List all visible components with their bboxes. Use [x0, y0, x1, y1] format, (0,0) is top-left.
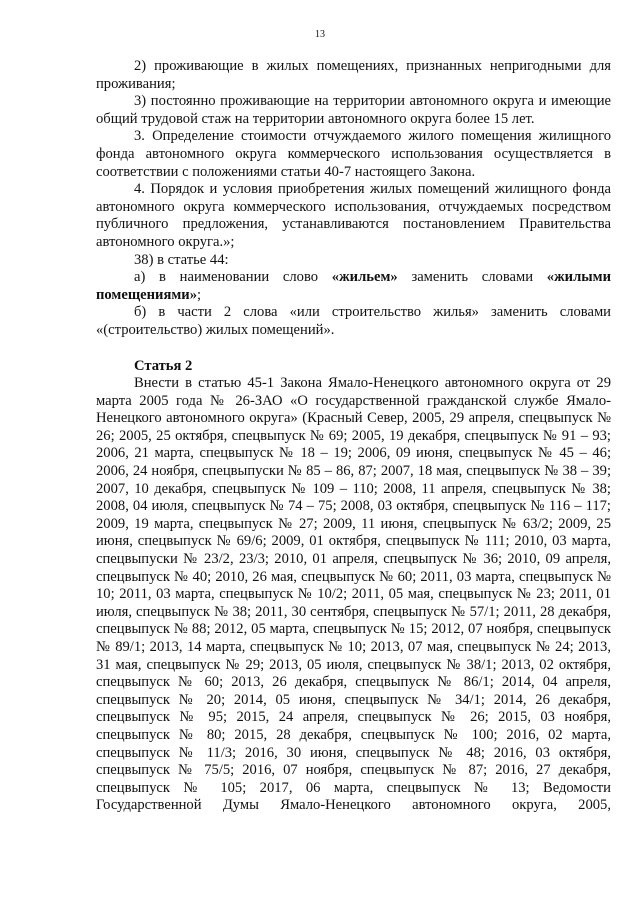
paragraph-clause-38: 38) в статье 44:: [134, 251, 229, 268]
paragraph-subclause-a: [96, 269, 611, 304]
paragraph-part-3: 3. Определение стоимости отчуждаемого жилого помещения жилищного фонда автономного округа коммерческого использования осуществляется в соответствии с положениями статьи 40-7 настоящего Закона.: [96, 128, 611, 180]
subclause-a-text-2: заменить словами: [397, 269, 547, 286]
paragraph-part-4: 4. Порядок и условия приобретения жилых помещений жилищного фонда автономного округа коммерческого использования, отчуждаемых посредством публичного предложения, устанавливаются постановлением Правительства автономного округа.»;: [96, 181, 611, 250]
paragraph-subclause-b: б) в части 2 слова «или строительство жилья» заменить словами «(строительство) жилых помещений».: [96, 304, 611, 338]
paragraph-item-2: 2) проживающие в жилых помещениях, признанных непригодными для проживания;: [96, 58, 611, 92]
paragraph-article-2-body: Внести в статью 45-1 Закона Ямало-Ненецкого автономного округа от 29 марта 2005 года № 26-ЗАО «О государственной гражданской службе Ямало-Ненецкого автономного округа» (Красный Север, 2005, 29 апреля, спецвыпуск № 26; 2005, 25 октября, спецвыпуск № 69; 2005, 19 декабря, спецвыпуск № 91 – 93; 2006, 21 марта, спецвыпуск № 18 – 19; 2006, 09 июня, спецвыпуск № 45 – 46; 2006, 24 ноября, спецвыпуски № 85 – 86, 87; 2007, 18 мая, спецвыпуск № 38 – 39; 2007, 10 декабря, спецвыпуск № 109 – 110; 2008, 11 апреля, спецвыпуск № 38; 2008, 04 июля, спецвыпуск № 74 – 75; 2008, 03 октября, спецвыпуск № 116 – 117; 2009, 19 марта, спецвыпуск № 27; 2009, 11 июня, спецвыпуск № 63/2; 2009, 25 июня, спецвыпуск № 69/6; 2009, 01 октября, спецвыпуск № 111; 2010, 03 марта, спецвыпуски № 23/2, 23/3; 2010, 01 апреля, спецвыпуск № 36; 2010, 09 апреля, спецвыпуск № 40; 2010, 26 мая, спецвыпуск № 60; 2011, 03 марта, спецвыпуск № 10; 2011, 03 марта, спецвыпуск № 10/2; 2011, 05 мая, спецвыпуск № 23; 2011, 01 июля, спецвыпуск № 38; 2011, 30 сентября, спецвыпуск № 57/1; 2011, 28 декабря, спецвыпуск № 88; 2012, 05 марта, спецвыпуск № 15; 2012, 07 ноября, спецвыпуск № 89/1; 2013, 14 марта, спецвыпуск № 10; 2013, 07 мая, спецвыпуск № 24; 2013, 31 мая, спецвыпуск № 29; 2013, 05 июля, спецвыпуск № 38/1; 2013, 02 октября, спецвыпуск № 60; 2013, 26 декабря, спецвыпуск № 86/1; 2014, 04 апреля, спецвыпуск № 20; 2014, 05 июня, спецвыпуск № 34/1; 2014, 26 декабря, спецвыпуск № 95; 2015, 24 апреля, спецвыпуск № 26; 2015, 03 ноября, спецвыпуск № 80; 2015, 28 декабря, спецвыпуск № 100; 2016, 02 марта, спецвыпуск № 11/3; 2016, 30 июня, спецвыпуск № 48; 2016, 03 октября, спецвыпуск № 75/5; 2016, 07 ноября, спецвыпуск № 87; 2016, 27 декабря, спецвыпуск № 105; 2017, 06 марта, спецвыпуск № 13; Ведомости Государственной Думы Ямало-Ненецкого автономного округа, 2005,: [96, 375, 611, 814]
subclause-a-bold-1: «жильем»: [331, 269, 398, 286]
section-spacer: [96, 340, 611, 358]
paragraph-item-3: 3) постоянно проживающие на территории автономного округа и имеющие общий трудовой стаж на территории автономного округа более 15 лет.: [96, 93, 611, 127]
document-body: [96, 58, 611, 815]
article-heading: Статья 2: [134, 357, 193, 374]
subclause-a-text-3: ;: [197, 286, 202, 303]
subclause-a-text-1: а) в наименовании слово: [134, 269, 332, 286]
subclause-a-bold-2: «жилыми помещениями»: [96, 269, 611, 303]
page-number: 13: [315, 29, 325, 40]
